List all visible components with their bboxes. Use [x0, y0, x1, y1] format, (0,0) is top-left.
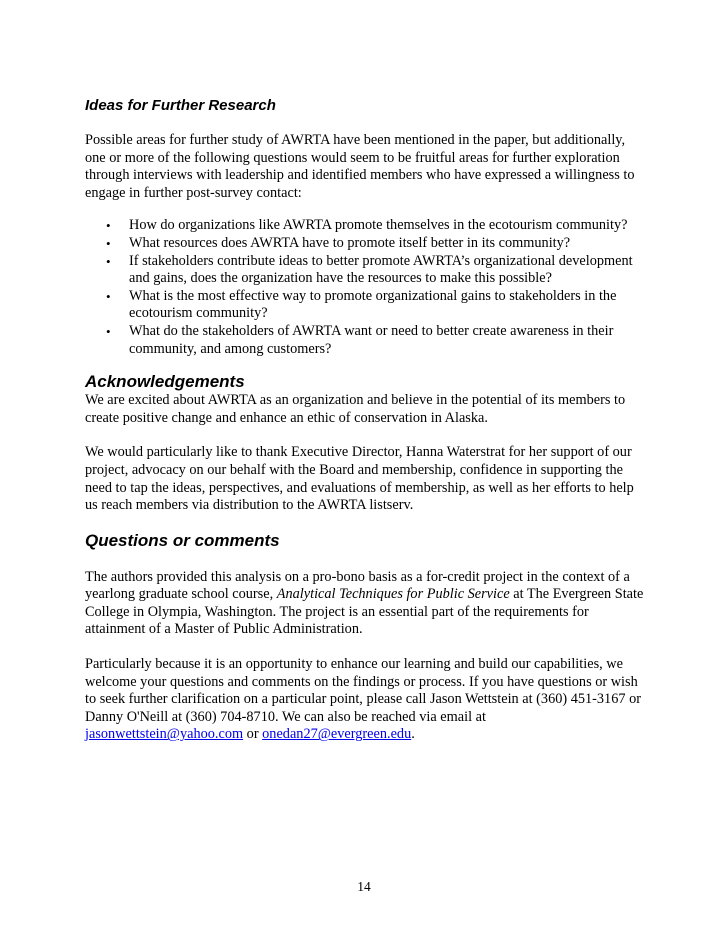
question-text: If stakeholders contribute ideas to better promote AWRTA’s organizational development and gains, does the organization have the resources to make this possible?	[129, 252, 633, 287]
question-text: What do the stakeholders of AWRTA want or need to better create awareness in their community, and among customers?	[129, 322, 614, 357]
question-text: What resources does AWRTA have to promote itself better in its community?	[129, 234, 571, 251]
acknowledgements-heading: Acknowledgements	[85, 372, 245, 392]
question-text: How do organizations like AWRTA promote themselves in the ecotourism community?	[129, 217, 628, 234]
or-text: or	[243, 726, 263, 743]
bullet-icon: •	[106, 323, 111, 339]
list-item	[85, 323, 645, 358]
question-text: What is the most effective way to promote organizational gains to stakeholders in the ecotourism community?	[129, 287, 617, 322]
list-item	[85, 217, 645, 235]
page-content	[85, 96, 645, 744]
page-number: 14	[357, 879, 371, 894]
contact-paragraph	[85, 656, 645, 744]
bullet-icon: •	[106, 288, 111, 304]
list-item	[85, 235, 645, 253]
research-intro: Possible areas for further study of AWRTA have been mentioned in the paper, but additionally, one or more of the following questions would seem to be fruitful areas for further exploration through interviews with leadership and identified members who have expressed a willingness to engage in further post-survey contact:	[85, 132, 635, 201]
course-title: Analytical Techniques for Public Service	[276, 586, 510, 603]
email-link-jason[interactable]: jasonwettstein@yahoo.com	[85, 726, 244, 743]
acknowledgements-paragraph: We are excited about AWRTA as an organization and believe in the potential of its members to create positive change and enhance an ethic of conservation in Alaska.	[85, 392, 626, 426]
research-questions-list	[85, 217, 645, 358]
contact-text: Particularly because it is an opportunity to enhance our learning and build our capabilities, we welcome your questions and comments on the findings or process. If you have questions or wish to seek further clarification on a particular point, please call Jason Wettstein at (360) 451-3167 or Danny O'Neill at (360) 704-8710. We can also be reached via email at	[85, 656, 641, 725]
bullet-icon: •	[106, 218, 111, 234]
bullet-icon: •	[106, 253, 111, 269]
list-item	[85, 253, 645, 288]
research-heading: Ideas for Further Research	[85, 97, 276, 114]
list-item	[85, 288, 645, 323]
questions-heading: Questions or comments	[85, 530, 280, 550]
course-paragraph	[85, 569, 645, 639]
email-link-danny[interactable]: onedan27@evergreen.edu	[262, 726, 412, 743]
course-text: The authors provided this analysis on a pro-bono basis as a for-credit project in the context of a yearlong graduate school course,	[85, 568, 630, 603]
period-text: .	[411, 726, 415, 743]
thanks-paragraph: We would particularly like to thank Executive Director, Hanna Waterstrat for her support of our project, advocacy on our behalf with the Board and membership, confidence in supporting the need to tap the ideas, perspectives, and evaluations of membership, as well as her efforts to help us reach members via distribution to the AWRTA listserv.	[85, 444, 634, 514]
bullet-icon: •	[106, 235, 111, 251]
course-text-end: at The Evergreen State College in Olympia, Washington. The project is an essential part of the requirements for attainment of a Master of Public Administration.	[85, 586, 644, 638]
